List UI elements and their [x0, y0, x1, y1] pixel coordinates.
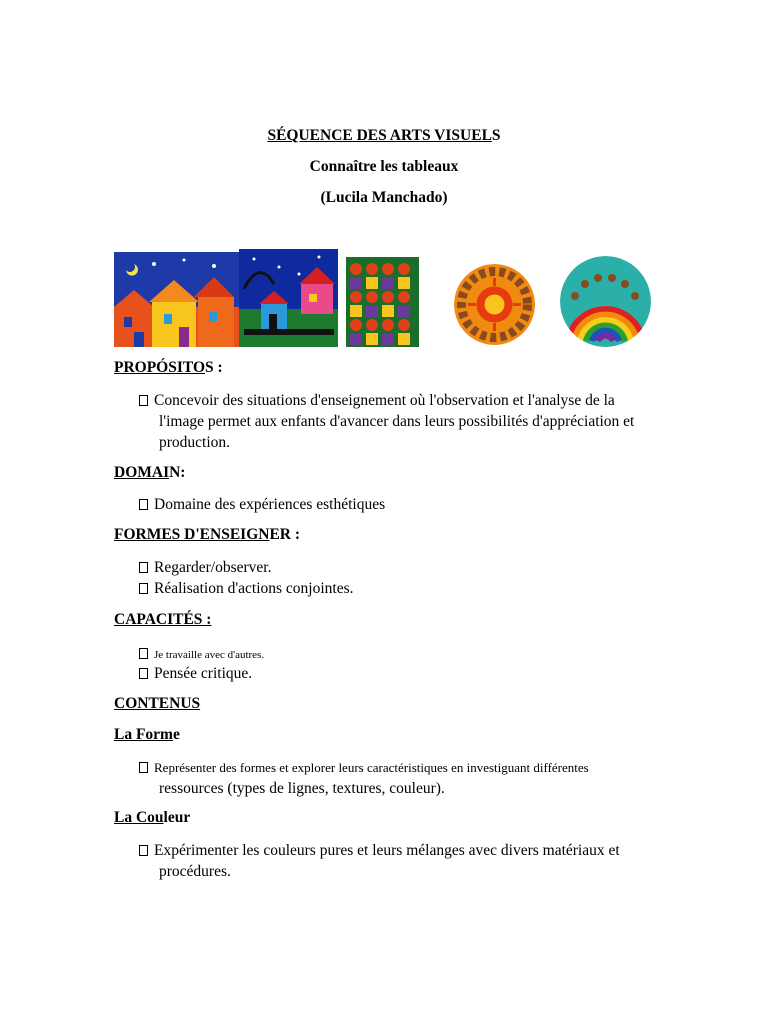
crowd-faces-painting: [346, 257, 419, 347]
list-item: Représenter des formes et explorer leurs caractéristiques en investiguant différentes: [139, 757, 589, 778]
list-item-continuation: ressources (types de lignes, textures, couleur).: [159, 780, 445, 797]
section-heading-capacites: CAPACITÉS :: [114, 611, 212, 628]
list-item: Regarder/observer.: [139, 557, 272, 578]
list-item-continuation: procédures.: [159, 863, 231, 880]
section-heading-contenus: CONTENUS: [114, 695, 201, 712]
section-heading-propositos: PROPÓSITOS :: [114, 359, 223, 376]
list-item: Concevoir des situations d'enseignement où l'observation et l'analyse de la: [139, 390, 615, 411]
checkbox-bullet-icon: [139, 648, 148, 659]
rainbow-circle-painting: [560, 256, 651, 347]
section-heading-formes: FORMES D'ENSEIGNER :: [114, 526, 301, 543]
checkbox-bullet-icon: [139, 668, 148, 679]
village-night-painting: [114, 252, 239, 347]
section-heading-couleur: La Couleur: [114, 809, 191, 826]
checkbox-bullet-icon: [139, 762, 148, 773]
list-item: Réalisation d'actions conjointes.: [139, 578, 354, 599]
list-item-continuation: l'image permet aux enfants d'avancer dans leurs possibilités d'appréciation et: [159, 413, 635, 430]
checkbox-bullet-icon: [139, 499, 148, 510]
checkbox-bullet-icon: [139, 562, 148, 573]
list-item-continuation: production.: [159, 434, 231, 451]
document-author: (Lucila Manchado): [320, 189, 448, 206]
list-item: Expérimenter les couleurs pures et leurs mélanges avec divers matériaux et: [139, 840, 620, 861]
checkbox-bullet-icon: [139, 583, 148, 594]
checkbox-bullet-icon: [139, 395, 148, 406]
list-item: Je travaille avec d'autres.: [139, 643, 264, 666]
town-houses-painting: [239, 249, 338, 347]
section-heading-forme: La Forme: [114, 726, 180, 743]
document-title: SÉQUENCE DES ARTS VISUELS: [267, 127, 501, 144]
sun-circle-painting: [454, 264, 535, 345]
list-item: Domaine des expériences esthétiques: [139, 494, 385, 515]
checkbox-bullet-icon: [139, 845, 148, 856]
list-item: Pensée critique.: [139, 663, 252, 684]
section-heading-domain: DOMAIN:: [114, 464, 186, 481]
document-subtitle: Connaître les tableaux: [309, 158, 459, 175]
